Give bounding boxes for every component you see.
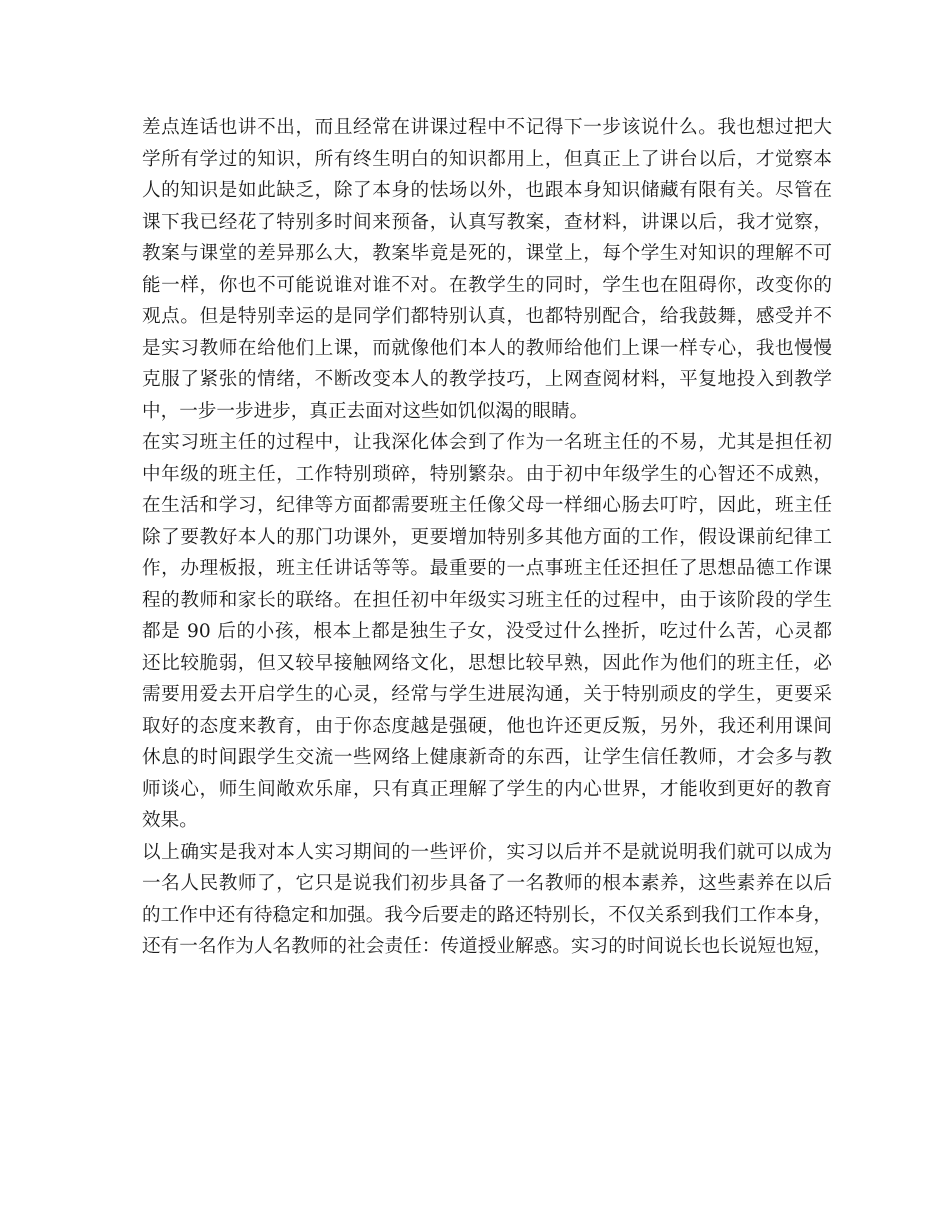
paragraph xyxy=(142,837,832,963)
text-line: 中年级的班主任，工作特别琐碎，特别繁杂。由于初中年级学生的心智还不成熟， xyxy=(142,463,832,485)
text-line: 除了要教好本人的那门功课外，更要增加特别多其他方面的工作，假设课前纪律工 xyxy=(142,526,832,548)
text-line: 克服了紧张的情绪，不断改变本人的教学技巧，上网查阅材料，平复地投入到教学 xyxy=(142,369,832,390)
text-line: 人的知识是如此缺乏，除了本身的怯场以外，也跟本身知识储藏有限有关。尽管在 xyxy=(142,180,832,201)
text-line: 观点。但是特别幸运的是同学们都特别认真，也都特别配合，给我鼓舞，感受并不 xyxy=(142,306,832,327)
text-line: 教案与课堂的差异那么大，教案毕竟是死的，课堂上，每个学生对知识的理解不可 xyxy=(142,243,832,264)
text-line: 学所有学过的知识，所有终生明白的知识都用上，但真正上了讲台以后，才觉察本 xyxy=(142,148,832,170)
paragraph xyxy=(142,427,832,837)
text-line: 师谈心，师生间敞欢乐扉，只有真正理解了学生的内心世界，才能收到更好的教育 xyxy=(142,778,832,800)
text-line: 在实习班主任的过程中，让我深化体会到了作为一名班主任的不易，尤其是担任初 xyxy=(142,432,832,453)
text-line: 作，办理板报，班主任讲话等等。最重要的一点事班主任还担任了思想品德工作课 xyxy=(142,558,832,579)
text-line: 取好的态度来教育，由于你态度越是强硬，他也许还更反叛，另外，我还利用课间 xyxy=(142,715,832,737)
paragraph xyxy=(142,112,832,427)
text-line: 程的教师和家长的联络。在担任初中年级实习班主任的过程中，由于该阶段的学生 xyxy=(142,589,832,611)
text-line: 以上确实是我对本人实习期间的一些评价，实习以后并不是就说明我们就可以成为 xyxy=(142,841,832,863)
text-line: 还比较脆弱，但又较早接触网络文化，思想比较早熟，因此作为他们的班主任，必 xyxy=(142,652,832,674)
text-line: 中，一步一步进步，真正去面对这些如饥似渴的眼睛。 xyxy=(142,400,589,422)
text-line: 课下我已经花了特别多时间来预备，认真写教案，查材料，讲课以后，我才觉察， xyxy=(142,211,832,233)
text-line: 效果。 xyxy=(142,810,198,831)
text-line: 差点连话也讲不出，而且经常在讲课过程中不记得下一步该说什么。我也想过把大 xyxy=(142,117,832,138)
text-line: 都是 90 后的小孩，根本上都是独生子女，没受过什么挫折，吃过什么苦，心灵都 xyxy=(142,621,832,642)
text-line: 休息的时间跟学生交流一些网络上健康新奇的东西，让学生信任教师，才会多与教 xyxy=(142,747,832,768)
text-line: 是实习教师在给他们上课，而就像他们本人的教师给他们上课一样专心，我也慢慢 xyxy=(142,337,832,359)
text-line: 能一样，你也不可能说谁对谁不对。在教学生的同时，学生也在阻碍你，改变你的 xyxy=(142,274,832,296)
text-line: 在生活和学习，纪律等方面都需要班主任像父母一样细心肠去叮咛，因此，班主任 xyxy=(142,495,832,516)
text-line: 需要用爱去开启学生的心灵，经常与学生进展沟通，关于特别顽皮的学生，更要采 xyxy=(142,684,832,705)
body-text xyxy=(142,112,832,963)
text-line: 的工作中还有待稳定和加强。我今后要走的路还特别长，不仅关系到我们工作本身， xyxy=(142,904,832,926)
text-line: 一名人民教师了，它只是说我们初步具备了一名教师的根本素养，这些素养在以后 xyxy=(142,873,832,894)
text-line: 还有一名作为人名教师的社会责任：传道授业解惑。实习的时间说长也长说短也短， xyxy=(142,936,832,957)
